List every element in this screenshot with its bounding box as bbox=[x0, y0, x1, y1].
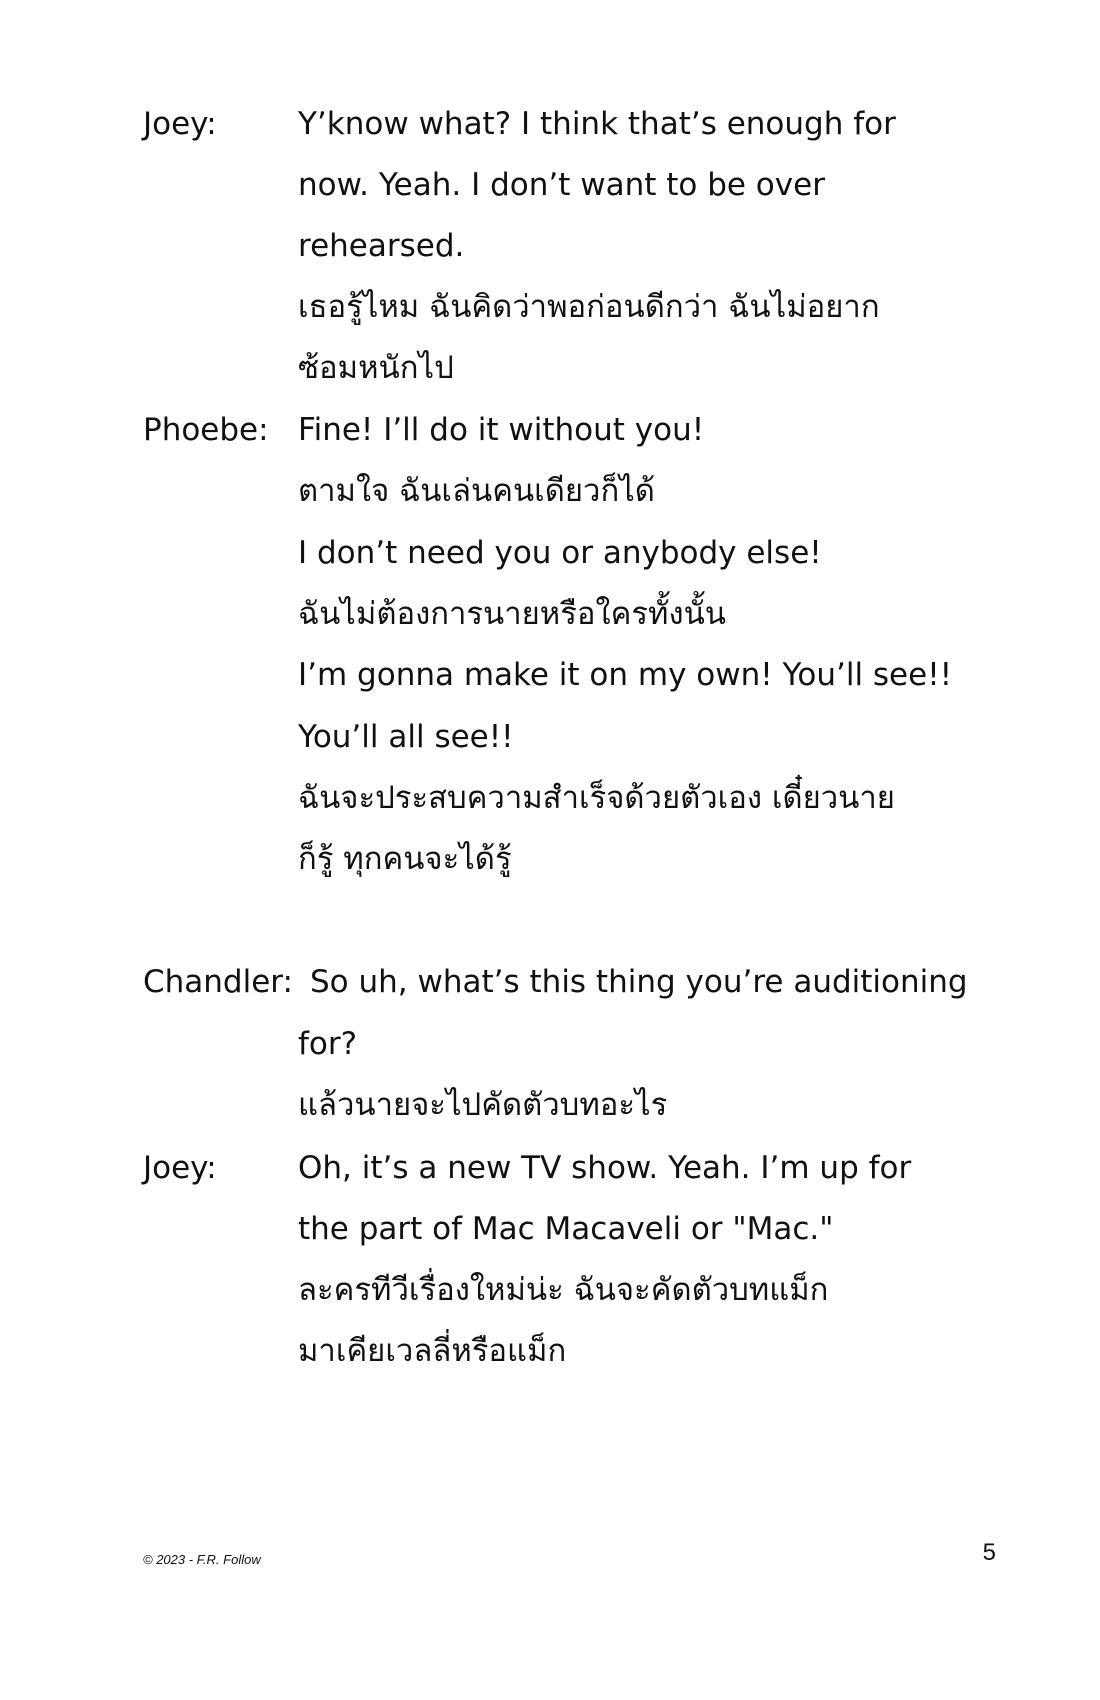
dialogue-line: for? bbox=[298, 1026, 358, 1062]
copyright-notice: © 2023 - F.R. Follow bbox=[143, 1552, 261, 1567]
dialogue-line: rehearsed. bbox=[298, 228, 465, 264]
speaker-name: Chandler: bbox=[143, 964, 293, 1000]
dialogue-line: I don’t need you or anybody else! bbox=[298, 535, 822, 571]
dialogue-line-thai: ละครทีวีเรื่องใหม่น่ะ ฉันจะคัดตัวบทแม็ก bbox=[298, 1272, 829, 1308]
dialogue-line-thai: ฉันจะประสบความสำเร็จด้วยตัวเอง เดี๋ยวนาย bbox=[298, 780, 895, 816]
dialogue-line-thai: แล้วนายจะไปคัดตัวบทอะไร bbox=[298, 1087, 668, 1123]
speaker-name: Joey: bbox=[143, 1150, 217, 1186]
dialogue-line: Y’know what? I think that’s enough for bbox=[298, 106, 896, 142]
dialogue-line-thai: เธอรู้ไหม ฉันคิดว่าพอก่อนดีกว่า ฉันไม่อยาก bbox=[298, 289, 880, 325]
dialogue-line: So uh, what’s this thing you’re auditioning bbox=[310, 964, 968, 1000]
dialogue-line-thai: มาเคียเวลลี่หรือแม็ก bbox=[298, 1333, 567, 1369]
dialogue-line: You’ll all see!! bbox=[298, 719, 514, 755]
dialogue-line: now. Yeah. I don’t want to be over bbox=[298, 167, 825, 203]
dialogue-line-thai: ตามใจ ฉันเล่นคนเดียวก็ได้ bbox=[298, 473, 655, 509]
dialogue-line: I’m gonna make it on my own! You’ll see!! bbox=[298, 657, 953, 693]
dialogue-line-thai: ซ้อมหนักไป bbox=[298, 350, 454, 386]
dialogue-line: Fine! I’ll do it without you! bbox=[298, 412, 705, 448]
speaker-name: Joey: bbox=[143, 106, 217, 142]
speaker-name: Phoebe: bbox=[143, 412, 269, 448]
dialogue-line: Oh, it’s a new TV show. Yeah. I’m up for bbox=[298, 1150, 912, 1186]
dialogue-line: the part of Mac Macaveli or "Mac." bbox=[298, 1211, 834, 1247]
dialogue-line-thai: ฉันไม่ต้องการนายหรือใครทั้งนั้น bbox=[298, 596, 726, 632]
dialogue-line-thai: ก็รู้ ทุกคนจะได้รู้ bbox=[298, 841, 512, 877]
page-number: 5 bbox=[982, 1539, 996, 1566]
